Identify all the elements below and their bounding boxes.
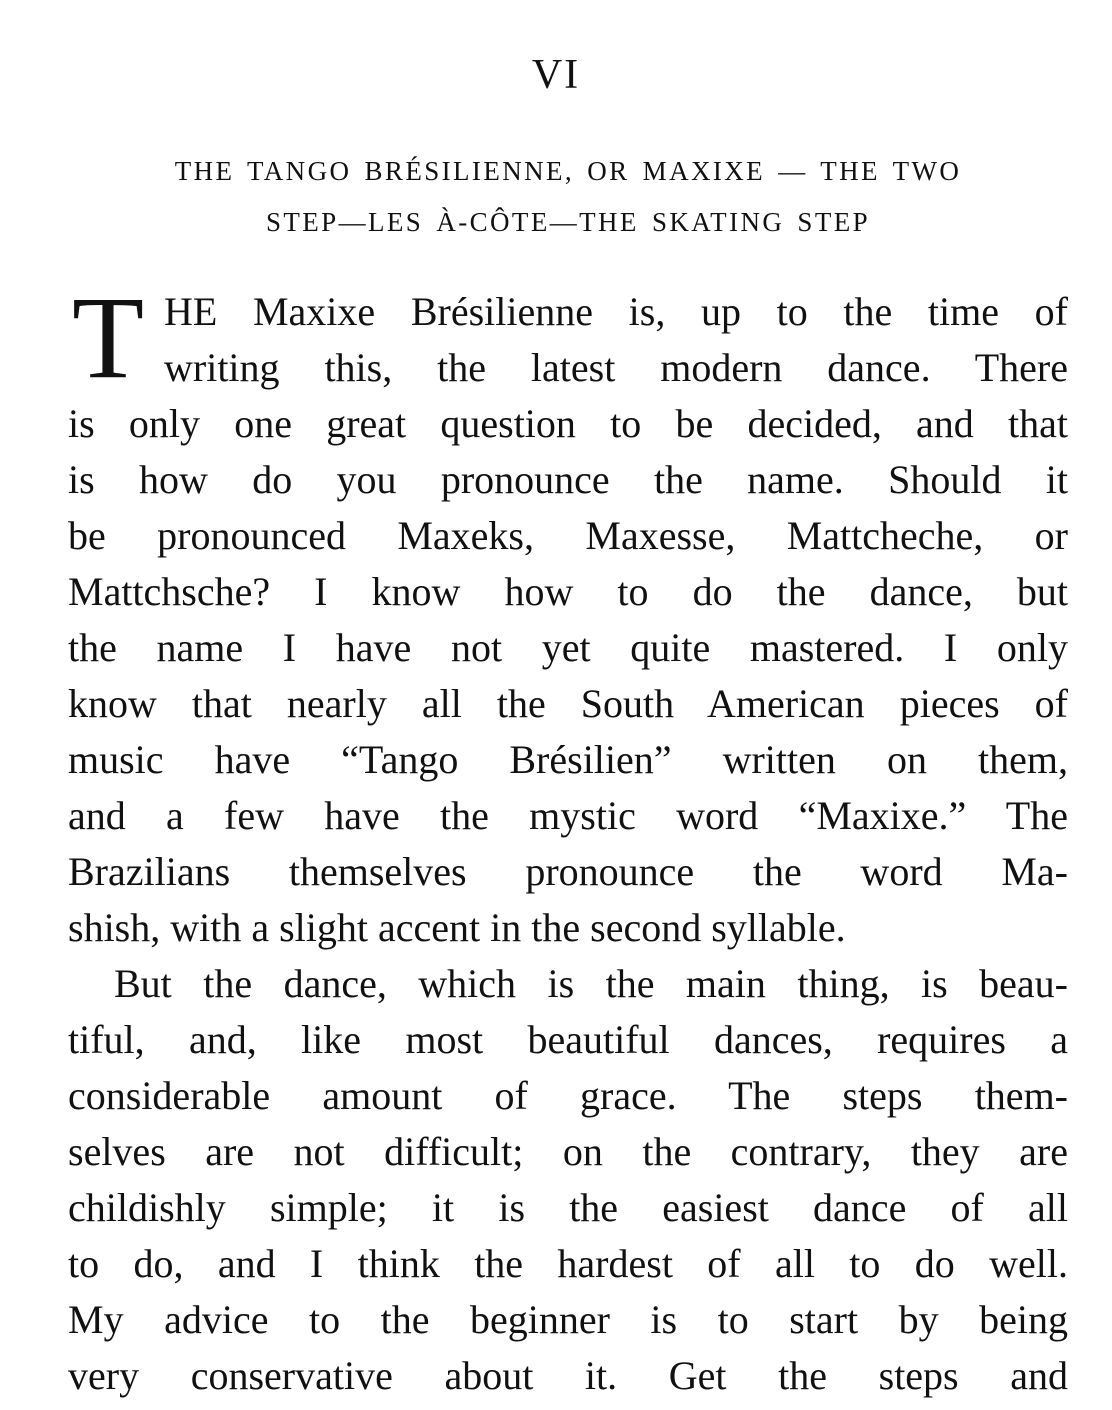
chapter-number: VI xyxy=(531,52,581,98)
text-line: But the dance, which is the main thing, is beau- xyxy=(114,961,1068,1006)
text-line: be pronounced Maxeks, Maxesse, Mattcheche, or xyxy=(68,513,1068,558)
text-line: music have “Tango Brésilien” written on them, xyxy=(68,737,1068,782)
chapter-title xyxy=(68,146,1068,248)
text-line: very conservative about it. Get the steps and xyxy=(68,1353,1068,1398)
text-line: tiful, and, like most beautiful dances, requires a xyxy=(68,1017,1068,1062)
text-line: Brazilians themselves pronounce the word Ma- xyxy=(68,849,1068,894)
text-line: My advice to the beginner is to start by being xyxy=(68,1297,1068,1342)
text-line: is only one great question to be decided, and that xyxy=(68,401,1068,446)
drop-cap: T xyxy=(72,272,145,403)
text-line: to do, and I think the hardest of all to do well. xyxy=(68,1241,1068,1286)
text-line: is how do you pronounce the name. Should it xyxy=(68,457,1068,502)
body-text xyxy=(68,272,1068,1404)
chapter-title-line: THE TANGO BRÉSILIENNE, OR MAXIXE — THE TWO xyxy=(174,156,962,186)
text-line: writing this, the latest modern dance. There xyxy=(164,345,1068,390)
paragraph-1 xyxy=(68,272,1068,956)
text-line: know that nearly all the South American pieces of xyxy=(68,681,1068,726)
chapter-title-line: STEP—LES À-CÔTE—THE SKATING STEP xyxy=(265,207,871,237)
text-line: and a few have the mystic word “Maxixe.” The xyxy=(68,793,1068,838)
text-line: Mattchsche? I know how to do the dance, but xyxy=(68,569,1068,614)
paragraph-2 xyxy=(68,956,1068,1404)
text-line: HE Maxixe Brésilienne is, up to the time of xyxy=(164,289,1068,334)
text-line: shish, with a slight accent in the second syllable. xyxy=(68,905,846,950)
text-line: considerable amount of grace. The steps them- xyxy=(68,1073,1068,1118)
text-line: selves are not difficult; on the contrary, they are xyxy=(68,1129,1068,1174)
text-line: the name I have not yet quite mastered. I only xyxy=(68,625,1068,670)
text-line: childishly simple; it is the easiest dance of all xyxy=(68,1185,1068,1230)
